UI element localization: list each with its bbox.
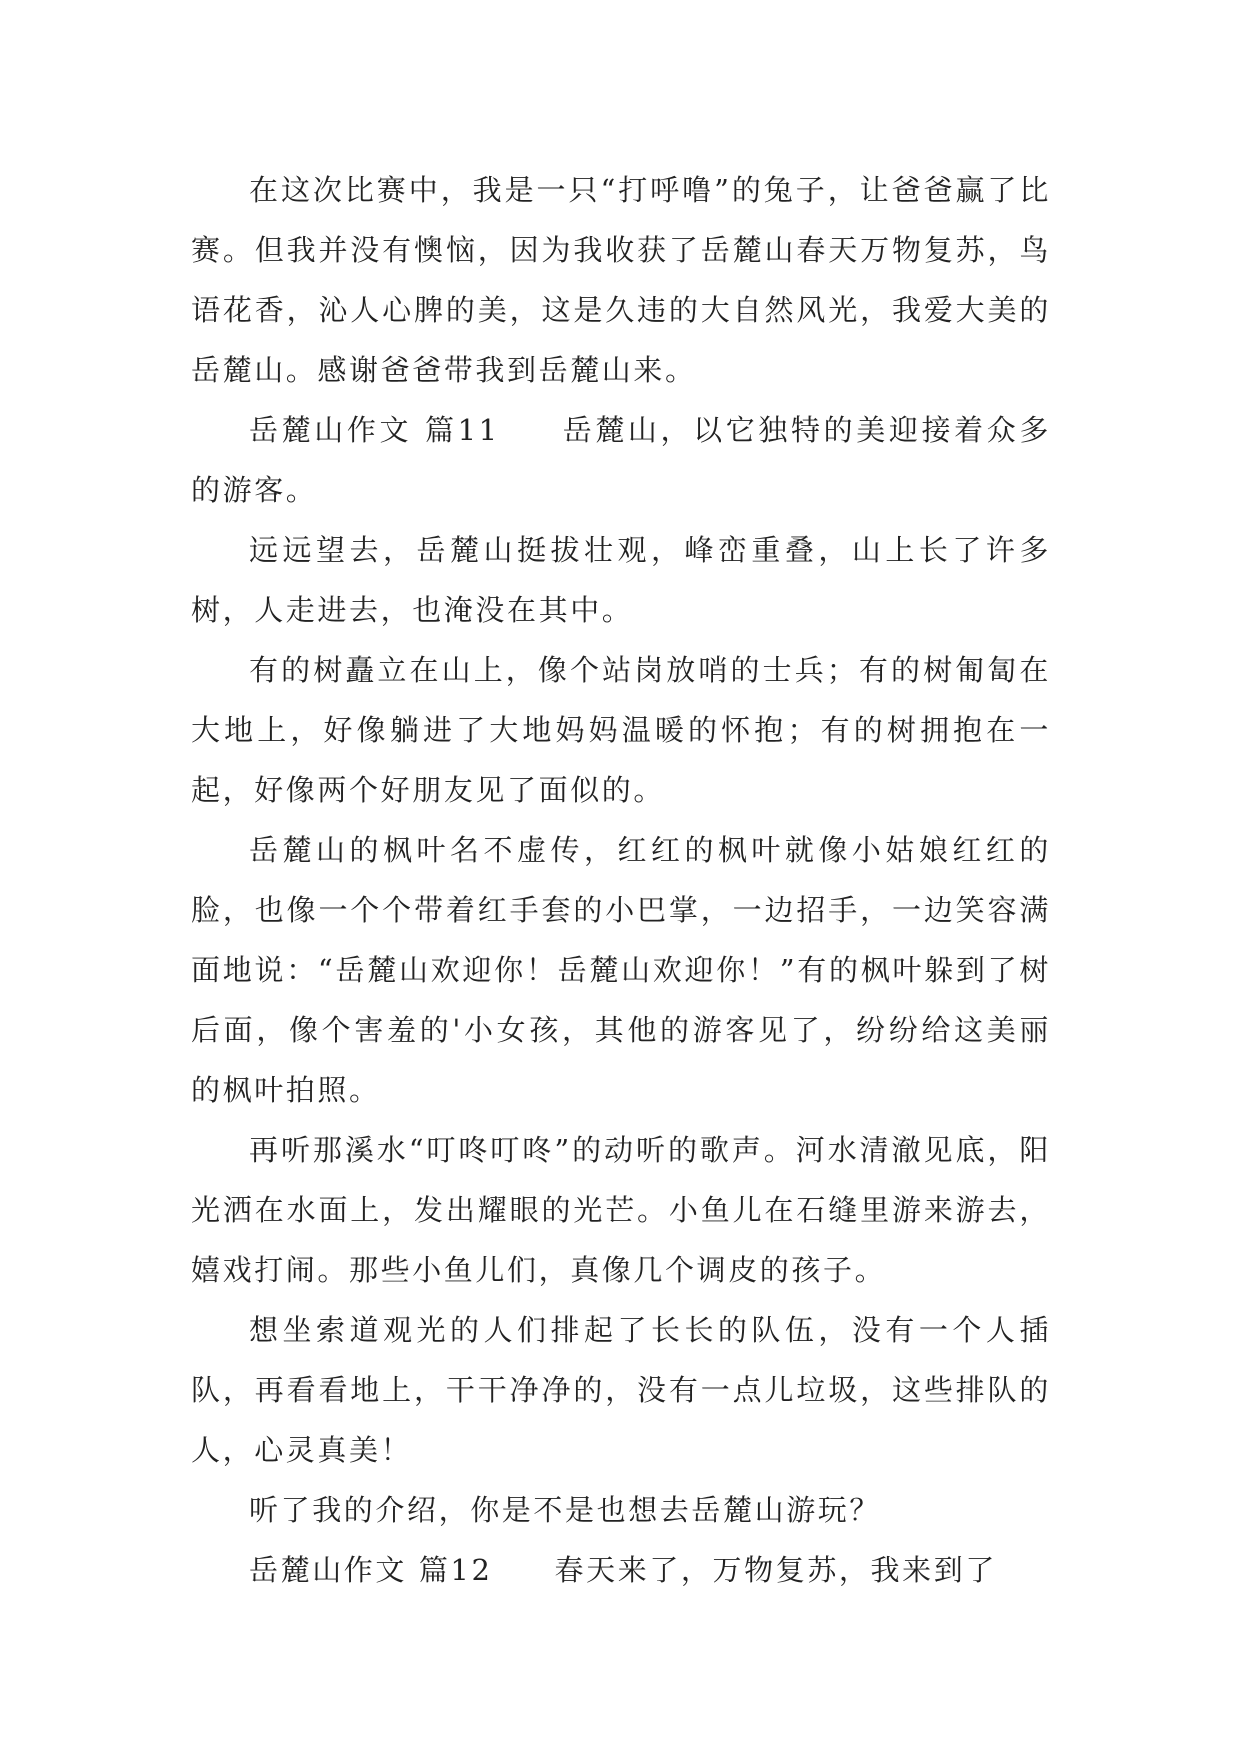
paragraph-text: 春天来了，万物复苏，我来到了 xyxy=(554,1553,997,1587)
section-heading: 岳麓山作文 篇12 xyxy=(249,1553,493,1587)
paragraph-text: 想坐索道观光的人们排起了长长的队伍，没有一个人插队，再看看地上，干干净净的，没有一点儿垃圾，这些排队的人，心灵真美！ xyxy=(191,1313,1051,1467)
paragraph-text: 再听那溪水“叮咚叮咚”的动听的歌声。河水清澈见底，阳光洒在水面上，发出耀眼的光芒。小鱼儿在石缝里游来游去，嬉戏打闹。那些小鱼儿们，真像几个调皮的孩子。 xyxy=(191,1133,1051,1287)
paragraph-text: 岳麓山的枫叶名不虚传，红红的枫叶就像小姑娘红红的脸，也像一个个带着红手套的小巴掌，一边招手，一边笑容满面地说：“岳麓山欢迎你！岳麓山欢迎你！”有的枫叶躲到了树后面，像个害羞的'小女孩，其他的游客见了，纷纷给这美丽的枫叶拍照。 xyxy=(191,833,1051,1107)
paragraph xyxy=(191,520,1051,640)
paragraph-text: 听了我的介绍，你是不是也想去岳麓山游玩？ xyxy=(249,1493,882,1527)
paragraph xyxy=(191,1120,1051,1300)
article-body xyxy=(191,160,1051,1600)
paragraph-text: 岳麓山，以它独特的美迎接着众多的游客。 xyxy=(191,413,1051,507)
paragraph-text: 有的树矗立在山上，像个站岗放哨的士兵；有的树匍匐在大地上，好像躺进了大地妈妈温暖的怀抱；有的树拥抱在一起，好像两个好朋友见了面似的。 xyxy=(191,653,1051,807)
paragraph xyxy=(191,1480,1051,1540)
paragraph xyxy=(191,820,1051,1120)
paragraph-text: 远远望去，岳麓山挺拔壮观，峰峦重叠，山上长了许多树，人走进去，也淹没在其中。 xyxy=(191,533,1051,627)
paragraph xyxy=(191,640,1051,820)
paragraph-text: 在这次比赛中，我是一只“打呼噜”的兔子，让爸爸赢了比赛。但我并没有懊恼，因为我收获了岳麓山春天万物复苏，鸟语花香，沁人心脾的美，这是久违的大自然风光，我爱大美的岳麓山。感谢爸爸带我到岳麓山来。 xyxy=(191,173,1051,387)
section-heading: 岳麓山作文 篇11 xyxy=(249,413,500,447)
paragraph xyxy=(191,160,1051,400)
section-heading-paragraph xyxy=(191,400,1051,520)
paragraph xyxy=(191,1300,1051,1480)
section-heading-paragraph xyxy=(191,1540,1051,1600)
